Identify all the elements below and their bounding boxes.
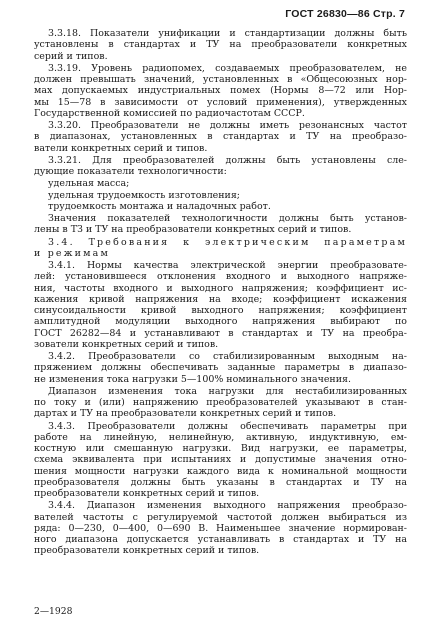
text-line: 3.4.2. Преобразователи со стабилизированным выходным на-: [48, 351, 407, 362]
text-line: 3.4.3. Преобразователи должны обеспечивать параметры при: [48, 420, 407, 432]
paragraph: [34, 351, 407, 385]
list-line: трудоемкость монтажа и наладочных работ.: [48, 200, 271, 212]
text-line: амплитудной модуляции выходного напряжения выбирают по: [34, 316, 407, 328]
text-line: ГОСТ 26282—84 и устанавливают в стандартах и ТУ на преобра-: [34, 327, 407, 339]
section-heading-line: 3.4. Требования к электрическим параметрам: [48, 236, 407, 248]
text-line: 3.3.20. Преобразователи не должны иметь резонансных частот: [48, 120, 407, 131]
paragraph: [34, 421, 407, 500]
text-line: лей: установившееся отклонения входного и выходного напряже-: [34, 271, 407, 283]
text-line: преобразователя должны быть указаны в стандартах и ТУ на: [34, 476, 407, 488]
text-line: 3.4.4. Диапазон изменения выходного напряжения преобразо-: [48, 500, 407, 512]
page-footer: 2—1928: [34, 606, 73, 617]
paragraph: [34, 213, 407, 236]
text-line: преобразователи конкретных серий и типов.: [34, 488, 260, 499]
text-line: кажения кривой напряжения на входе; коэффициент искажения: [34, 293, 407, 305]
list-line: удельная масса;: [48, 178, 130, 190]
text-line: дартах и ТУ на преобразователи конкретных серий и типов.: [34, 408, 337, 420]
text-line: не изменения тока нагрузки 5—100% номинального значения.: [34, 373, 351, 385]
text-line: преобразователи конкретных серий и типов.: [34, 545, 260, 557]
text-line: схема эквивалента при испытаниях и допустимые значения отно-: [34, 454, 407, 466]
text-line: мах допускаемых индустриальных помех (Нормы 8—72 или Нор-: [34, 85, 407, 97]
text-line: 3.4.1. Нормы качества электрической энергии преобразовате-: [48, 260, 407, 271]
text-line: Диапазон изменения тока нагрузки для нестабилизированных: [48, 385, 407, 397]
section-heading-line: и режимам: [34, 247, 110, 259]
text-line: зователи конкретных серий и типов.: [34, 338, 219, 350]
text-line: Государственной комиссией по радиочастотам СССР.: [34, 107, 305, 119]
text-line: по току и (или) напряжению преобразователей указывают в стан-: [34, 397, 407, 408]
text-line: синусоидальности кривой выходного напряжения; коэффициент: [34, 305, 407, 316]
text-line: дующие показатели технологичности:: [34, 166, 227, 177]
text-line: должен превышать значений, установленных в «Общесоюзных нор-: [34, 74, 407, 85]
text-line: вателей частоты с регулируемой частотой должен выбираться из: [34, 511, 407, 523]
text-line: ного диапазона допускается устанавливать в стандартах и ТУ на: [34, 534, 407, 545]
text-line: Значения показателей технологичности должны быть установ-: [48, 213, 407, 224]
text-line: лены в ТЗ и ТУ на преобразователи конкретных серий и типов.: [34, 224, 352, 236]
paragraph: [34, 237, 407, 260]
text-line: костную или смешанную нагрузки. Вид нагрузки, ее параметры,: [34, 443, 407, 454]
paragraph: [34, 120, 407, 154]
page-header: ГОСТ 26830—86 Стр. 7: [285, 8, 405, 20]
paragraph: [34, 386, 407, 420]
text-line: серий и типов.: [34, 50, 108, 62]
paragraph: [34, 260, 407, 350]
list-line: удельная трудоемкость изготовления;: [48, 189, 240, 201]
text-line: 3.3.18. Показатели унификации и стандартизации должны быть: [48, 28, 407, 39]
document-body: [34, 28, 407, 557]
text-line: ватели конкретных серий и типов.: [34, 142, 208, 154]
paragraph: [34, 500, 407, 556]
text-line: шения мощности нагрузки каждого вида к номинальной мощности: [34, 465, 407, 477]
text-line: 3.3.19. Уровень радиопомех, создаваемых преобразователем, не: [48, 62, 407, 74]
text-line: в диапазонах, установленных в стандартах и ТУ на преобразо-: [34, 131, 407, 143]
text-line: ния, частоты входного и выходного напряжения; коэффициент ис-: [34, 282, 407, 294]
text-line: 3.3.21. Для преобразователей должны быть установлены сле-: [48, 154, 407, 166]
text-line: мы 15—78 в зависимости от условий применения), утвержденных: [34, 96, 407, 108]
paragraph: [34, 178, 407, 212]
paragraph: [34, 63, 407, 119]
text-line: ряда: 0—230, 0—400, 0—690 В. Наименьшее значение нормирован-: [34, 522, 407, 534]
text-line: работе на линейную, нелинейную, активную, индуктивную, ем-: [34, 431, 407, 443]
text-line: установлены в стандартах и ТУ на преобразователи конкретных: [34, 39, 407, 51]
text-line: пряжением должны обеспечивать заданные параметры в диапазо-: [34, 362, 407, 374]
paragraph: [34, 155, 407, 178]
paragraph: [34, 28, 407, 62]
